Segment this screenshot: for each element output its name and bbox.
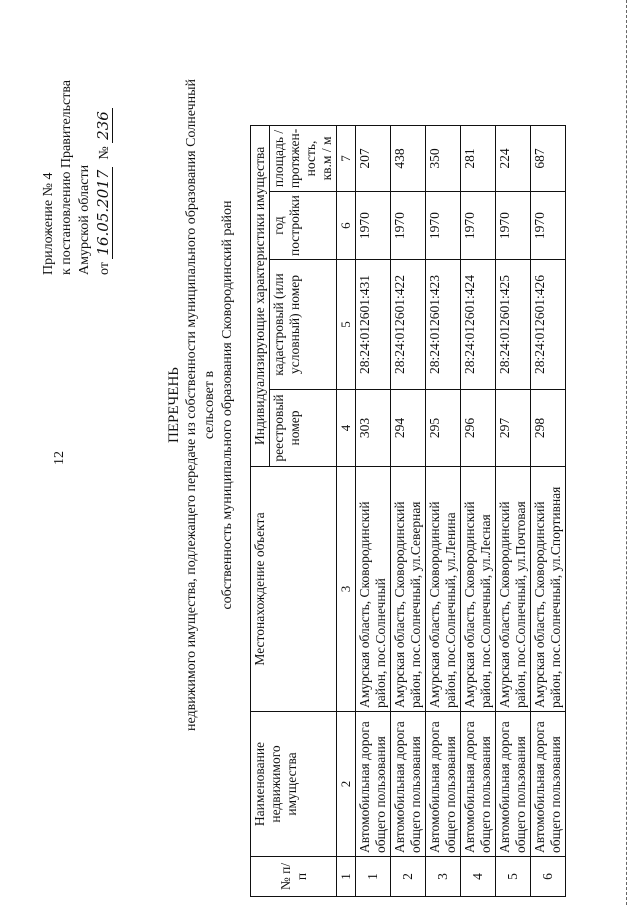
table-row [531, 125, 566, 896]
page-bottom-dash-line [626, 0, 627, 905]
number-prefix: № [97, 146, 112, 160]
title-block [165, 55, 237, 755]
table-row [426, 125, 461, 896]
header-area: площадь / протяжен-ность, кв.м / м [270, 125, 337, 191]
page-number: 12 [52, 451, 67, 465]
row-year: 1970 [496, 192, 531, 260]
header-num: № п/п [251, 857, 337, 897]
row-name: Автомобильная дорога общего пользования [461, 712, 496, 857]
property-table [250, 125, 566, 897]
row-location: Амурская область, Сковородинский район, пос.Солнечный, ул.Почтовая [496, 467, 531, 712]
table-row [391, 125, 426, 896]
appendix-line3: Амурской области [77, 164, 92, 275]
row-reg: 295 [426, 390, 461, 467]
row-name: Автомобильная дорога общего пользования [426, 712, 461, 857]
row-reg: 303 [356, 390, 391, 467]
row-number: 2 [391, 857, 426, 897]
row-location: Амурская область, Сковородинский район, пос.Солнечный [356, 467, 391, 712]
row-year: 1970 [426, 192, 461, 260]
row-area: 687 [531, 125, 566, 191]
header-characteristics: Индивидуализирующие характеристики имущества [251, 125, 270, 466]
row-area: 207 [356, 125, 391, 191]
row-name: Автомобильная дорога общего пользования [496, 712, 531, 857]
table-row [496, 125, 531, 896]
row-reg: 296 [461, 390, 496, 467]
row-area: 224 [496, 125, 531, 191]
header-year: год постройки [270, 192, 337, 260]
header-location: Местонахождение объекта [251, 467, 337, 712]
header-cad: кадастровый (или условный) номер [270, 260, 337, 390]
appendix-date-line [94, 15, 114, 275]
row-area: 350 [426, 125, 461, 191]
row-location: Амурская область, Сковородинский район, пос.Солнечный, ул.Ленина [426, 467, 461, 712]
row-area: 438 [391, 125, 426, 191]
row-area: 281 [461, 125, 496, 191]
row-cad: 28:24:012601:423 [426, 260, 461, 390]
column-index: 3 [337, 467, 356, 712]
row-cad: 28:24:012601:422 [391, 260, 426, 390]
header-name: Наименование недвижимого имущества [251, 712, 337, 857]
document-subtitle-line1: недвижимого имущества, подлежащего передаче из собственности муниципального образования Солнечный сельсовет в [184, 78, 217, 732]
row-cad: 28:24:012601:431 [356, 260, 391, 390]
column-index: 2 [337, 712, 356, 857]
row-cad: 28:24:012601:425 [496, 260, 531, 390]
row-location: Амурская область, Сковородинский район, пос.Солнечный, ул.Спортивная [531, 467, 566, 712]
handwritten-date: 16.05.2017 [94, 167, 113, 259]
appendix-line2: к постановлению Правительства [59, 79, 74, 275]
column-index: 5 [337, 260, 356, 390]
row-location: Амурская область, Сковородинский район, пос.Солнечный, ул.Северная [391, 467, 426, 712]
document-heading: ПЕРЕЧЕНЬ [166, 367, 182, 443]
appendix-title: Приложение № 4 [41, 172, 56, 275]
row-reg: 298 [531, 390, 566, 467]
row-number: 5 [496, 857, 531, 897]
row-location: Амурская область, Сковородинский район, пос.Солнечный, ул.Лесная [461, 467, 496, 712]
appendix-block [40, 15, 114, 275]
row-number: 4 [461, 857, 496, 897]
row-number: 1 [356, 857, 391, 897]
header-reg: реестровый номер [270, 390, 337, 467]
row-cad: 28:24:012601:424 [461, 260, 496, 390]
row-reg: 294 [391, 390, 426, 467]
row-year: 1970 [356, 192, 391, 260]
row-year: 1970 [461, 192, 496, 260]
row-cad: 28:24:012601:426 [531, 260, 566, 390]
row-number: 6 [531, 857, 566, 897]
row-name: Автомобильная дорога общего пользования [531, 712, 566, 857]
row-reg: 297 [496, 390, 531, 467]
document-subtitle-line2: собственность муниципального образования Сковородинский район [220, 200, 235, 610]
row-name: Автомобильная дорога общего пользования [391, 712, 426, 857]
column-index: 7 [337, 125, 356, 191]
table-row [461, 125, 496, 896]
column-index: 6 [337, 192, 356, 260]
row-number: 3 [426, 857, 461, 897]
column-index: 1 [337, 857, 356, 897]
column-index-row [337, 125, 356, 896]
handwritten-number: 236 [94, 108, 113, 143]
row-year: 1970 [531, 192, 566, 260]
table-header-row [251, 125, 270, 896]
column-index: 4 [337, 390, 356, 467]
row-name: Автомобильная дорога общего пользования [356, 712, 391, 857]
row-year: 1970 [391, 192, 426, 260]
date-prefix: от [97, 262, 112, 275]
table-row [356, 125, 391, 896]
